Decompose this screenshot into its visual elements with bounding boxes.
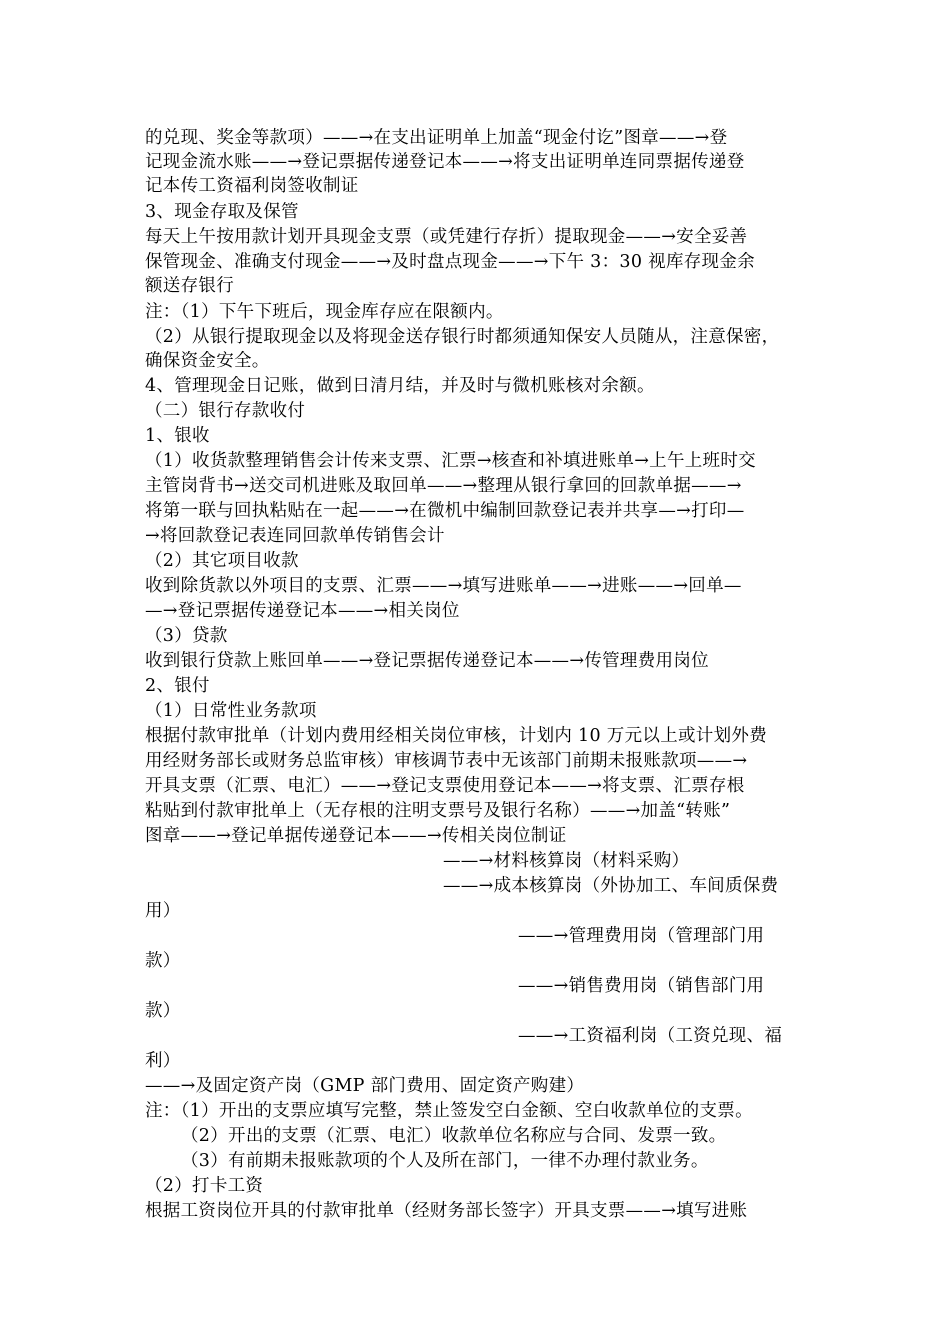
- branch-line: ——→工资福利岗（工资兑现、福: [518, 1026, 783, 1046]
- text-line: —→登记票据传递登记本——→相关岗位: [145, 601, 460, 621]
- text-line: 根据付款审批单（计划内费用经相关岗位审核，计划内 10 万元以上或计划外费: [145, 726, 767, 746]
- text-line: →将回款登记表连同回款单传销售会计: [145, 526, 445, 546]
- note-line: （3）有前期未报账款项的个人及所在部门，一律不办理付款业务。: [181, 1151, 709, 1171]
- section-heading: 1、银收: [145, 426, 210, 446]
- section-heading: 4、管理现金日记账，做到日清月结，并及时与微机账核对余额。: [145, 376, 655, 396]
- branch-line: ——→销售费用岗（销售部门用: [518, 976, 765, 996]
- section-heading: 2、银付: [145, 676, 210, 696]
- text-line: 用经财务部长或财务总监审核）审核调节表中无该部门前期未报账款项——→: [145, 751, 748, 771]
- text-line: 记现金流水账——→登记票据传递登记本——→将支出证明单连同票据传递登: [145, 152, 745, 172]
- note-line: （2）开出的支票（汇票、电汇）收款单位名称应与合同、发票一致。: [181, 1126, 727, 1146]
- branch-line: ——→及固定资产岗（GMP 部门费用、固定资产购建）: [145, 1076, 585, 1096]
- section-heading: （2）打卡工资: [145, 1176, 264, 1196]
- section-heading: （二）银行存款收付: [145, 401, 306, 421]
- branch-line: ——→管理费用岗（管理部门用: [518, 926, 765, 946]
- text-line: 主管岗背书→送交司机进账及取回单——→整理从银行拿回的回款单据——→: [145, 476, 742, 496]
- note-line: （2）从银行提取现金以及将现金送存银行时都须通知保安人员随从，注意保密，: [145, 327, 780, 347]
- text-line: 款）: [145, 1001, 181, 1021]
- text-line: 记本传工资福利岗签收制证: [145, 176, 359, 196]
- text-line: 用）: [145, 901, 181, 921]
- text-line: 保管现金、准确支付现金——→及时盘点现金——→下午 3：30 视库存现金余: [145, 252, 755, 272]
- text-line: 款）: [145, 951, 181, 971]
- text-line: 根据工资岗位开具的付款审批单（经财务部长签字）开具支票——→填写进账: [145, 1201, 748, 1221]
- branch-line: ——→成本核算岗（外协加工、车间质保费: [443, 876, 779, 896]
- text-line: 额送存银行: [145, 276, 234, 296]
- text-line: 收到除货款以外项目的支票、汇票——→填写进账单——→进账——→回单—: [145, 576, 742, 596]
- text-line: 粘贴到付款审批单上（无存根的注明支票号及银行名称）——→加盖“转账”: [145, 801, 731, 821]
- section-heading: （2）其它项目收款: [145, 551, 299, 571]
- text-line: 图章——→登记单据传递登记本——→传相关岗位制证: [145, 826, 567, 846]
- text-line: 每天上午按用款计划开具现金支票（或凭建行存折）提取现金——→安全妥善: [145, 227, 748, 247]
- note-line: 注：（1）下午下班后，现金库存应在限额内。: [145, 302, 504, 322]
- text-line: 收到银行贷款上账回单——→登记票据传递登记本——→传管理费用岗位: [145, 651, 709, 671]
- text-line: 的兑现、奖金等款项）——→在支出证明单上加盖“现金付讫”图章——→登: [145, 128, 728, 148]
- text-line: 利）: [145, 1051, 181, 1071]
- section-heading: 3、现金存取及保管: [145, 202, 299, 222]
- branch-line: ——→材料核算岗（材料采购）: [443, 851, 690, 871]
- section-heading: （3）贷款: [145, 626, 228, 646]
- text-line: 开具支票（汇票、电汇）——→登记支票使用登记本——→将支票、汇票存根: [145, 776, 745, 796]
- note-line: 注：（1）开出的支票应填写完整，禁止签发空白金额、空白收款单位的支票。: [145, 1101, 753, 1121]
- text-line: 将第一联与回执粘贴在一起——→在微机中编制回款登记表并共享—→打印—: [145, 501, 745, 521]
- text-line: （1）收货款整理销售会计传来支票、汇票→核查和补填进账单→上午上班时交: [145, 451, 756, 471]
- section-heading: （1）日常性业务款项: [145, 701, 317, 721]
- text-line: 确保资金安全。: [145, 351, 270, 371]
